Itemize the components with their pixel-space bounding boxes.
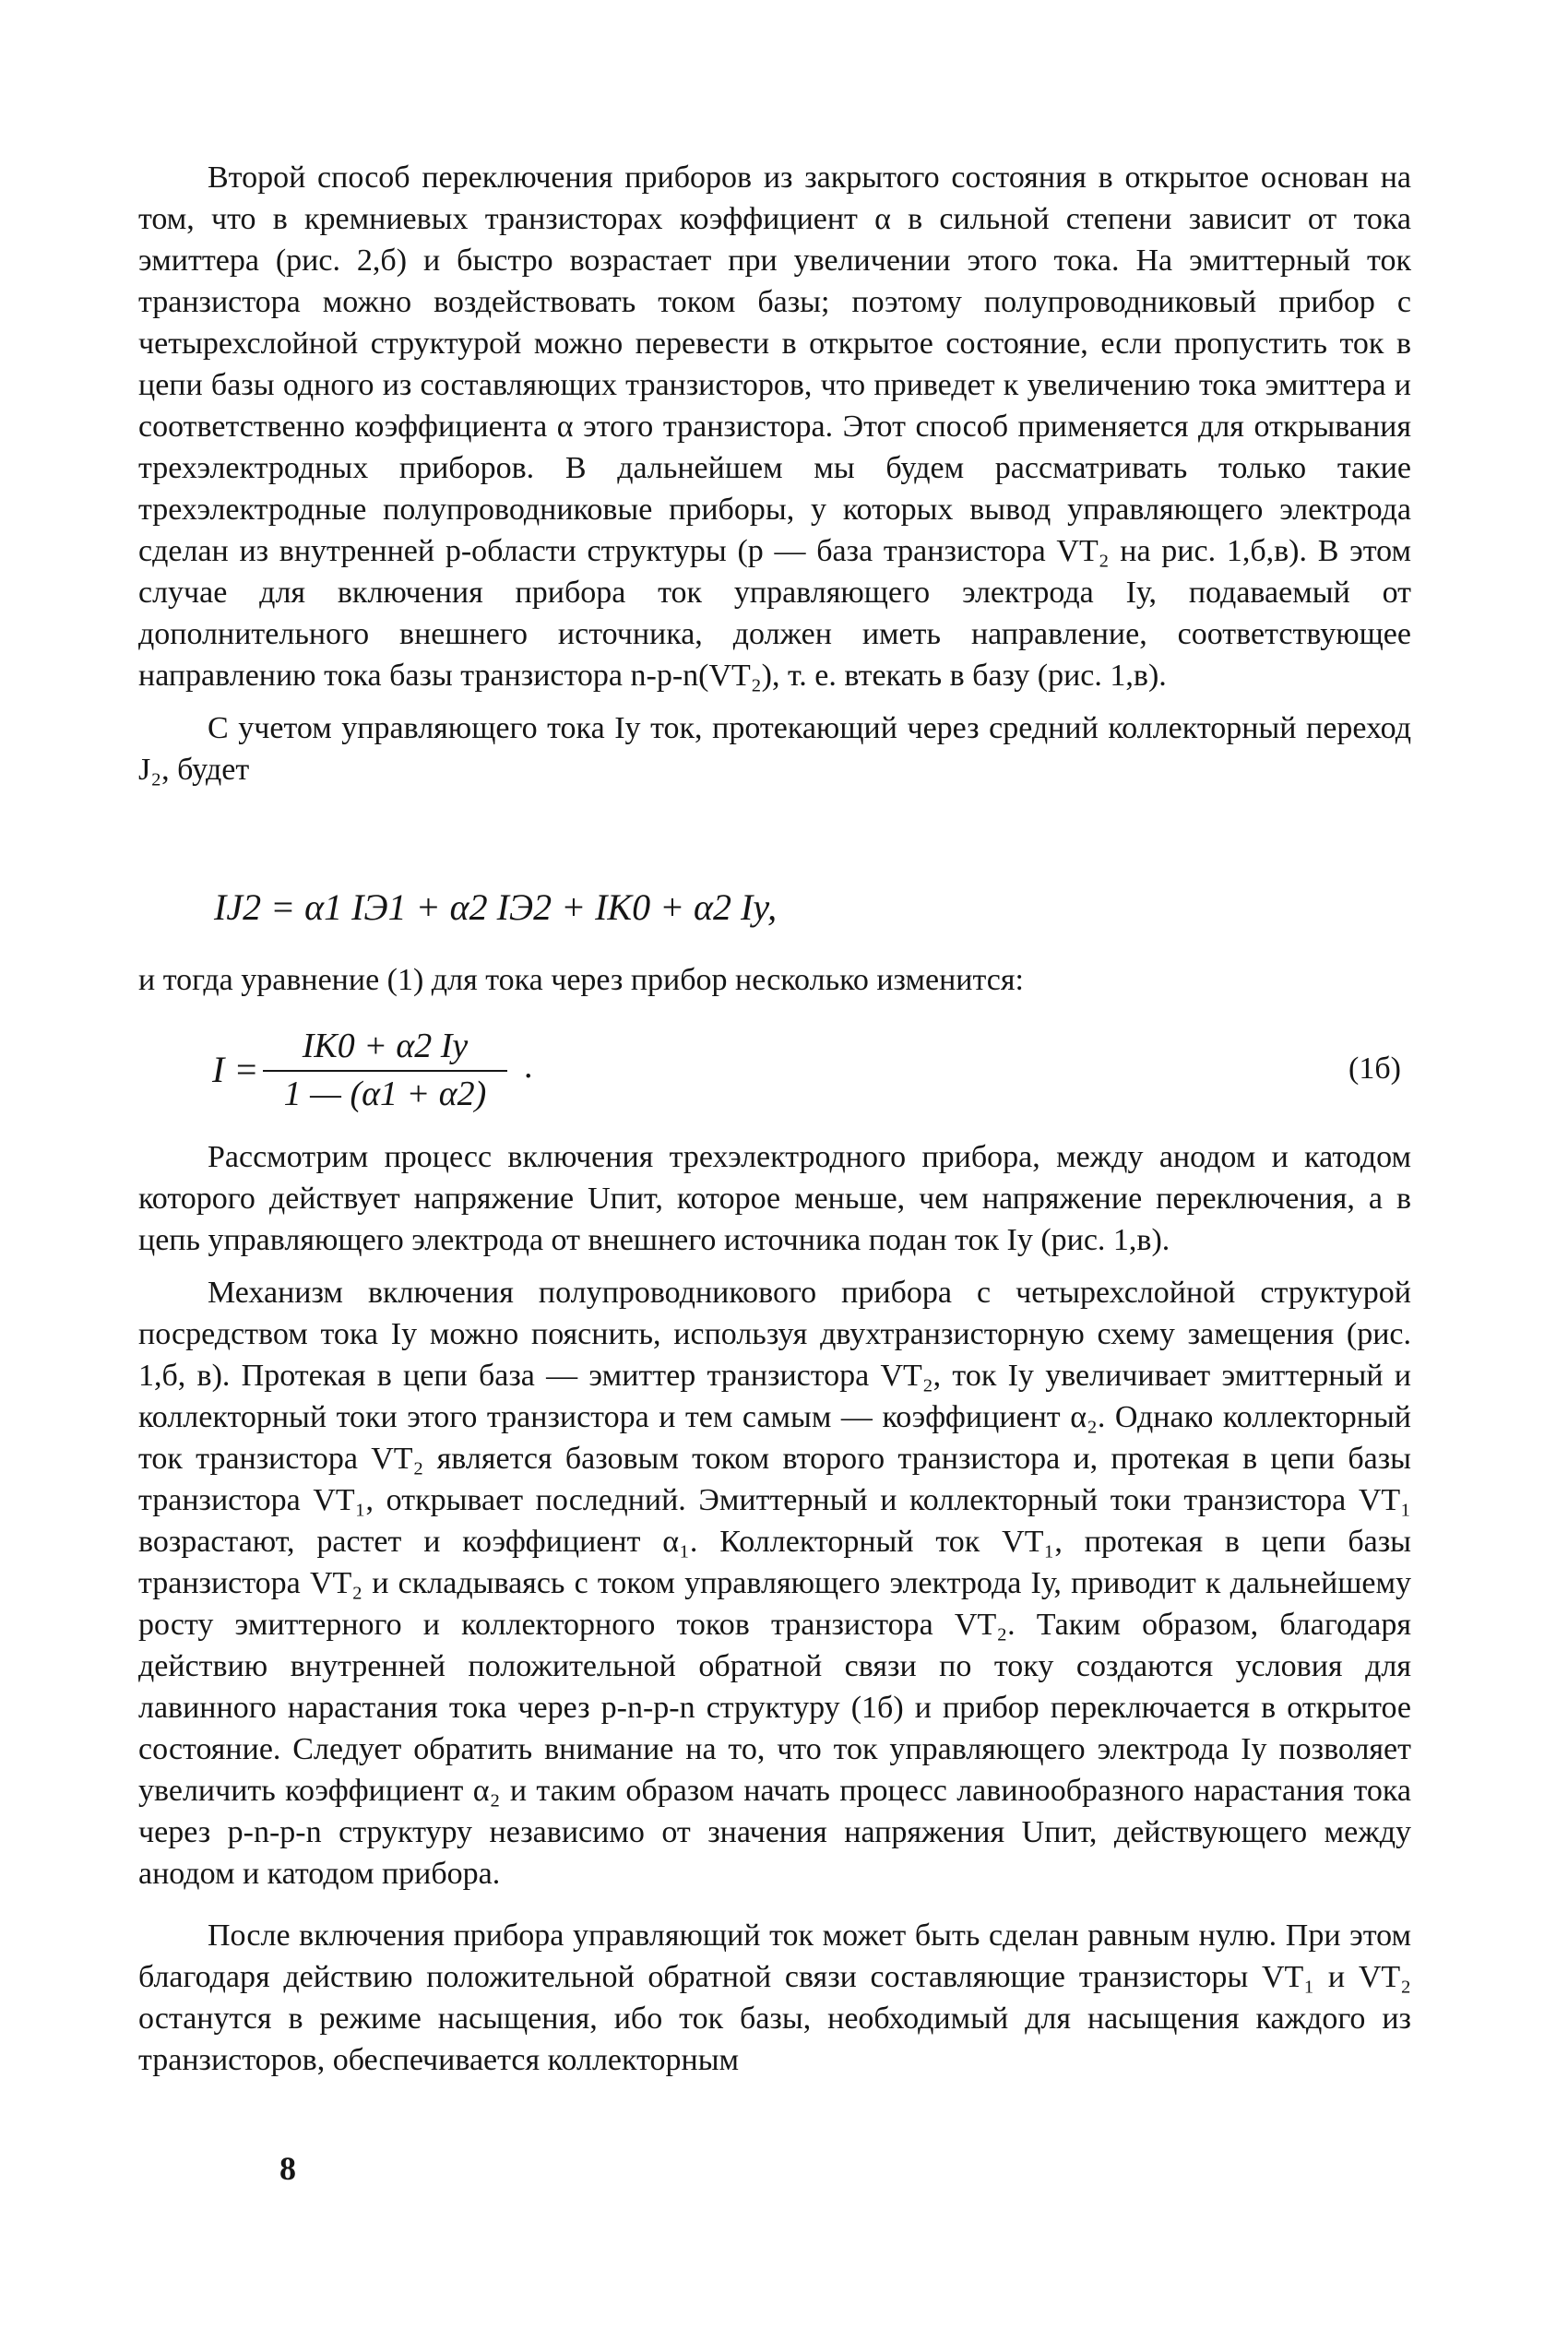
paragraph-control-current: С учетом управляющего тока Iу ток, протекающий через средний коллекторный переход J₂, будет xyxy=(138,711,1411,787)
text-block-top xyxy=(138,157,1411,790)
paragraph-switch-on-process: Рассмотрим процесс включения трехэлектродного прибора, между анодом и катодом которого действует напряжение Uпит, которое меньше, чем напряжение переключения, а в цепь управляющего электрода от внешнего источника подан ток Iу (рис. 1,в). xyxy=(138,1140,1411,1257)
formula-fraction xyxy=(263,1026,507,1114)
paragraph-equation-intro: и тогда уравнение (1) для тока через прибор несколько изменится: xyxy=(138,963,1024,997)
paragraph-mechanism: Механизм включения полупроводникового прибора с четырехслойной структурой посредством тока Iу можно пояснить, используя двухтранзисторную схему замещения (рис. 1,б, в). Протекая в цепи база — эмиттер транзистора VT₂, ток Iу увеличивает эмиттерный и коллекторный токи этого транзистора и тем самым — коэффициент α₂. Однако коллекторный ток транзистора VT₂ является базовым током второго транзистора и, протекая в цепи базы транзистора VT₁, открывает последний. Эмиттерный и коллекторный токи транзистора VT₁ возрастают, растет и коэффициент α₁. Коллекторный ток VT₁, протекая в цепи базы транзистора VT₂ и складываясь с током управляющего электрода Iу, приводит к дальнейшему росту эмиттерного и коллекторного токов транзистора VT₂. Таким образом, благодаря действию внутренней положительной обратной связи по току создаются условия для лавинного нарастания тока через p-n-p-n структуру (1б) и прибор переключается в открытое состояние. Следует обратить внимание на то, что ток управляющего электрода Iу позволяет увеличить коэффициент α₂ и таким образом начать процесс лавинообразного нарастания тока через p-n-p-n структуру независимо от значения напряжения Uпит, действующего между анодом и катодом прибора. xyxy=(138,1276,1411,1891)
equation-number: (1б) xyxy=(1348,1051,1401,1086)
formula-numerator: IK0 + α2 Iу xyxy=(263,1026,507,1072)
text-block-between xyxy=(138,959,1411,1001)
formula-junction-current: IJ2 = α1 IЭ1 + α2 IЭ2 + IK0 + α2 Iу, xyxy=(214,886,778,928)
text-block-bottom xyxy=(138,1136,1411,2081)
paragraph-switching-method: Второй способ переключения приборов из закрытого состояния в открытое основан на том, что в кремниевых транзисторах коэффициент α в сильной степени зависит от тока эмиттера (рис. 2,б) и быстро возрастает при увеличении этого тока. На эмиттерный ток транзистора можно воздействовать током базы; поэтому полупроводниковый прибор с четырехслойной структурой можно перевести в открытое состояние, если пропустить ток в цепи базы одного из составляющих транзисторов, что приведет к увеличению тока эмиттера и соответственно коэффициента α этого транзистора. Этот способ применяется для открывания трехэлектродных приборов. В дальнейшем мы будем рассматривать только такие трехэлектродные полупроводниковые приборы, у которых вывод управляющего электрода сделан из внутренней p-области структуры (p — база транзистора VT₂ на рис. 1,б,в). В этом случае для включения прибора ток управляющего электрода Iу, подаваемый от дополнительного внешнего источника, должен иметь направление, соответствующее направлению тока базы транзистора n-p-n(VT₂), т. е. втекать в базу (рис. 1,в). xyxy=(138,160,1411,693)
formula-denominator: 1 — (α1 + α2) xyxy=(283,1075,487,1113)
formula-period: . xyxy=(524,1047,533,1086)
page-number: 8 xyxy=(279,2150,296,2187)
formula-lhs: I = xyxy=(212,1049,259,1090)
paragraph-after-switching: После включения прибора управляющий ток может быть сделан равным нулю. При этом благодаря действию положительной обратной связи составляющие транзисторы VT₁ и VT₂ останутся в режиме насыщения, ибо ток базы, необходимый для насыщения каждого из транзисторов, обеспечивается коллекторным xyxy=(138,1918,1411,2077)
